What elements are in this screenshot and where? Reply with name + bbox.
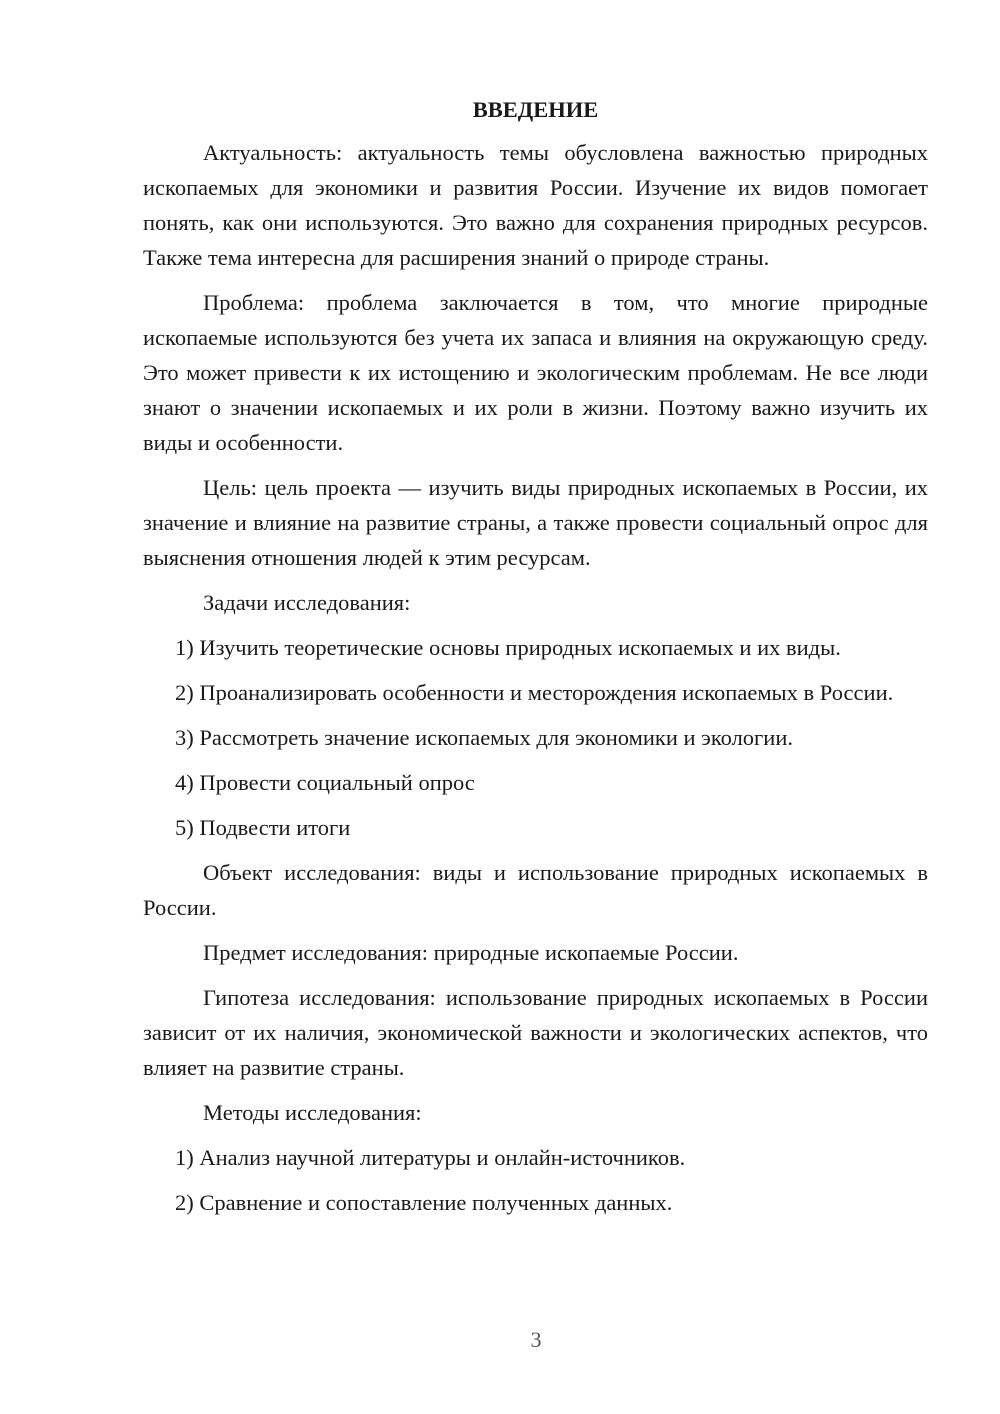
task-item: 2) Проанализировать особенности и месторождения ископаемых в России. [175,680,894,705]
task-item: 1) Изучить теоретические основы природных ископаемых и их виды. [175,635,841,660]
section-title: ВВЕДЕНИЕ [472,97,599,122]
document-page [143,92,928,1230]
problem-paragraph: Проблема: проблема заключается в том, что многие природные ископаемые используются без учета их запаса и влияния на окружающую среду. Это может привести к их истощению и экологическим проблемам. Не все люди знают о значении ископаемых и их роли в жизни. Поэтому важно изучить их виды и особенности. [143,290,928,455]
hypothesis-paragraph: Гипотеза исследования: использование природных ископаемых в России зависит от их наличия, экономической важности и экологических аспектов, что влияет на развитие страны. [143,985,928,1080]
subject-paragraph: Предмет исследования: природные ископаемые России. [203,940,739,965]
goal-paragraph: Цель: цель проекта — изучить виды природных ископаемых в России, их значение и влияние на развитие страны, а также провести социальный опрос для выяснения отношения людей к этим ресурсам. [143,475,928,570]
relevance-paragraph: Актуальность: актуальность темы обусловлена важностью природных ископаемых для экономики и развития России. Изучение их видов помогает понять, как они используются. Это важно для сохранения природных ресурсов. Также тема интересна для расширения знаний о природе страны. [143,140,928,270]
method-item: 2) Сравнение и сопоставление полученных данных. [175,1190,673,1215]
methods-heading: Методы исследования: [203,1100,422,1125]
object-paragraph: Объект исследования: виды и использование природных ископаемых в России. [143,860,928,920]
page-number: 3 [530,1327,542,1352]
task-item: 3) Рассмотреть значение ископаемых для экономики и экологии. [175,725,793,750]
tasks-heading: Задачи исследования: [203,590,411,615]
task-item: 5) Подвести итоги [175,815,351,840]
task-item: 4) Провести социальный опрос [175,770,475,795]
method-item: 1) Анализ научной литературы и онлайн-источников. [175,1145,686,1170]
